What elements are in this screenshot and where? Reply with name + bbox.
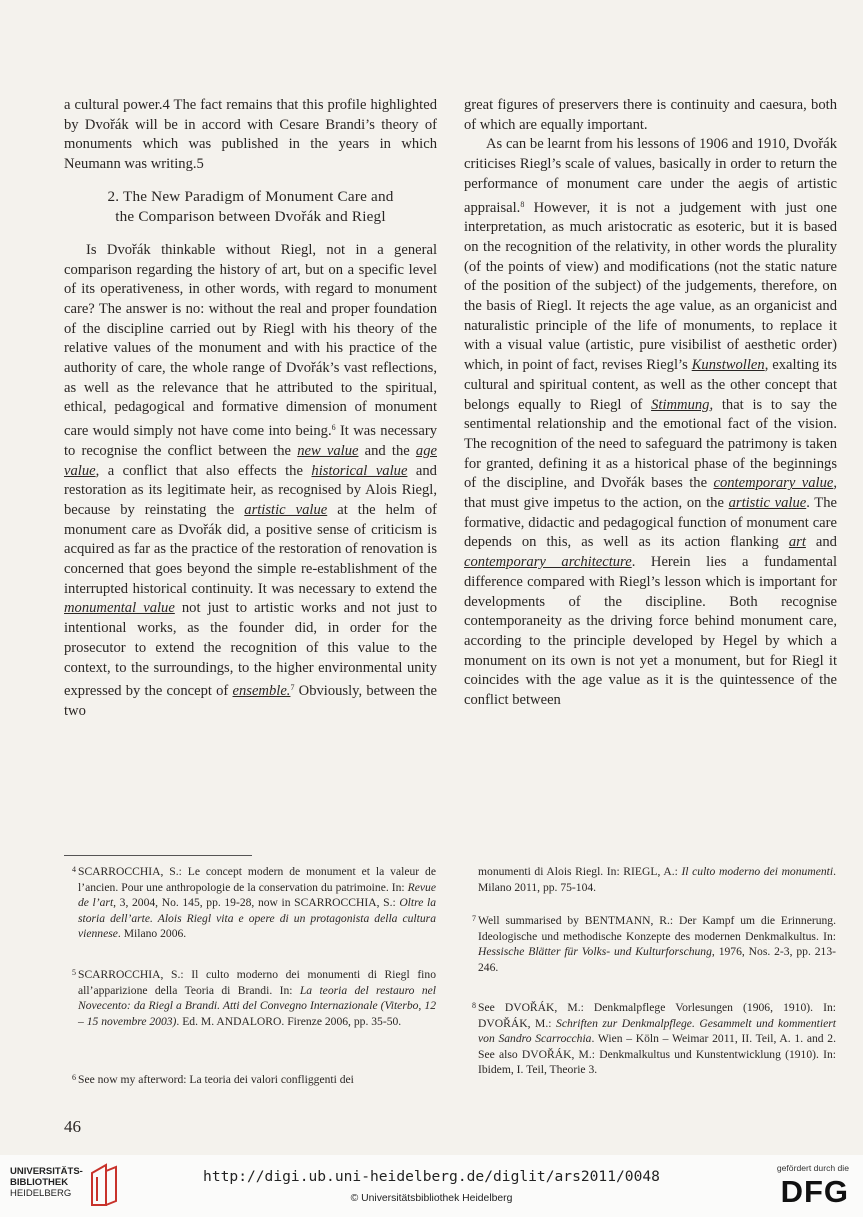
section-heading-line-2: the Comparison between Dvořák and Riegl (115, 207, 386, 225)
copyright-notice: © Universitätsbibliothek Heidelberg (350, 1193, 513, 1204)
term-new-value: new value (297, 442, 359, 459)
right-column (464, 96, 837, 711)
footnote-5: 5 SCARROCCHIA, S.: Il culto moderno dei monumenti di Riegl fino all’apparizione della Teoria di Brandi. In: La teoria del restauro nel Novecento: da Riegl a Brandi. Atti del Convegno Internazionale (Viterbo, 12 – 15 novembre 2003). Ed. M. ANDALORO. Firenze 2006, pp. 35-50. (72, 968, 437, 1028)
term-art: art (788, 534, 806, 551)
footnote-ref-6[interactable]: 6 (331, 423, 336, 433)
term-artistic-value-right: artistic value (728, 495, 807, 512)
left-column (64, 96, 437, 722)
right-paragraph-1: great figures of preservers there is continuity and caesura, both of which are equally important. (464, 97, 837, 133)
term-contemporary-architecture: contemporary architecture (464, 554, 632, 571)
footnote-separator (64, 855, 252, 856)
footnote-7: 7 Well summarised by BENTMANN, R.: Der Kampf um die Erinnerung. Ideologische und methodische Konzepte des modernen Denkmalkultus. In: Hessische Blätter für Volks- und Kulturforschung, 1976, Nos. 2-3, pp. 213-246. (472, 914, 836, 974)
page-number: 46 (64, 1117, 81, 1136)
footnote-ref-8[interactable]: 8 (520, 199, 525, 209)
term-artistic-value: artistic value (244, 501, 328, 518)
ub-heidelberg-logo[interactable]: UNIVERSITÄTS- BIBLIOTHEK HEIDELBERG (10, 1166, 83, 1199)
left-paragraph-2: Is Dvořák thinkable without Riegl, not in a general comparison regarding the history of art, but on a specific level of its operativeness, in other words, with regard to monument care? The answer is no: without the real and proper foundation of the discipline carried out by Riegl with his theory of the relative values of the monument and with his practice of the authority of care, the whole range of Dvořák’s vast reflections, as well as the relevance that he attributed to the spiritual, ethical, pedagogical and formative dimension of monument care would simply not have come into being.$^6$ It was necessary to recognise the conflict between the new value and the age value, a conflict that also effects the historical value and restoration as its legitimate heir, as recognised by Alois Riegl, because by reinstating the artistic value at the helm of monument care as Dvořák did, a positive sense of criticism is acquired as far as the practice of the restoration of renovation is concerned that goes beyond the simple re-establishment of the interrupted historical continuity. It was necessary to extend the monumental value not just to artistic works and not just to intentional works, as the founder did, in order for the prosecutor to extend the recognition of this value to the context, to the surroundings, to the higher environmental unity expressed by the concept of ensemble.$^7$ Obviously, between the two (64, 241, 438, 719)
footnote-4: 4 SCARROCCHIA, S.: Le concept modern de monument et la valeur de l’ancien. Pour une anthropologie de la conservation du patrimoine. In: Revue de l’art, 3, 2004, No. 145, pp. 19-28, now in SCARROCCHIA, S.: Oltre la storia dell’arte. Alois Riegl vita e opere di un protagonista della cultura viennese. Milano 2006. (72, 865, 436, 941)
footnote-8: 8 See DVOŘÁK, M.: Denkmalpflege Vorlesungen (1906, 1910). In: DVOŘÁK, M.: Schriften zur Denkmalpflege. Gesammelt und kommentiert von Sandro Scarrocchia. Wien – Köln – Weimar 2011, II. Teil, A. 1. and 2. See also DVOŘÁK, M.: Denkmalkultus und Kunstentwicklung (1910). In: Ibidem, I. Teil, Theorie 3. (472, 1001, 836, 1077)
term-historical-value: historical value (311, 462, 408, 479)
digitization-footer (0, 1155, 863, 1217)
dfg-logo[interactable]: DFG (780, 1174, 849, 1209)
term-monumental-value: monumental value (64, 600, 175, 617)
section-heading (64, 187, 437, 227)
term-contemporary-value: contemporary value (713, 475, 834, 492)
footnote-6: 6 See now my afterword: La teoria dei valori confliggenti dei (72, 1073, 354, 1086)
footnote-ref-7[interactable]: 7 (290, 683, 295, 693)
term-age-value: age value (64, 442, 437, 479)
term-ensemble: ensemble. (232, 683, 291, 700)
funded-by-label: gefördert durch die (776, 1163, 849, 1173)
permalink-url[interactable]: http://digi.ub.uni-heidelberg.de/diglit/ars2011/0048 (203, 1168, 660, 1185)
right-paragraph-2: As can be learnt from his lessons of 1906 and 1910, Dvořák criticises Riegl’s scale of values, basically in order to return the performance of monument care under the aegis of artistic appraisal.$^8$ However, it is not a judgement with just one interpretation, as much aristocratic as esoteric, but it is based on the recognition of the relativity, in other words the plurality (of the points of view) and modifications (not the static nature of the position of the subject) of the judgements, therefore, on the basis of Riegl. It rejects the age value, as an organicist and naturalistic principle of the life of monuments, to replace it with a visual value (artistic, pure visibilist of aesthetic order) which, in point of fact, revises Riegl’s Kunstwollen, exalting its cultural and spiritual content, as well as the other concept that belongs equally to Riegl of Stimmung, that is to say the sentimental relationship and the emotional fact of the vision. The recognition of the need to safeguard the patrimony is taken for granted, defining it as a historical phase of the beginnings of the discipline, and Dvořák bases the contemporary value, that must give impetus to the action, on the artistic value. The formative, didactic and pedagogical function of monument care depends on this, as well as its action flanking art and contemporary architecture. Herein lies a fundamental difference compared with Riegl’s lesson which is important for developments of the discipline. Both recognise contemporaneity as the driving force behind monument care, according to the principle developed by Hegel by which a monument on its own is not yet a monument, but for Riegl it coincides with the age value as it is the quintessence of the conflict between (464, 136, 837, 709)
footnote-6-continued: monumenti di Alois Riegl. In: RIEGL, A.: Il culto moderno dei monumenti. Milano 2011, pp. 75-104. (478, 865, 836, 894)
section-heading-line-1: 2. The New Paradigm of Monument Care and (107, 187, 394, 205)
term-kunstwollen: Kunstwollen (691, 357, 765, 374)
left-paragraph-1: a cultural power.4 The fact remains that this profile highlighted by Dvořák will be in accord with Cesare Brandi’s theory of monuments which was published in the years in which Neumann was writing.5 (64, 97, 437, 173)
term-stimmung: Stimmung (651, 396, 710, 413)
